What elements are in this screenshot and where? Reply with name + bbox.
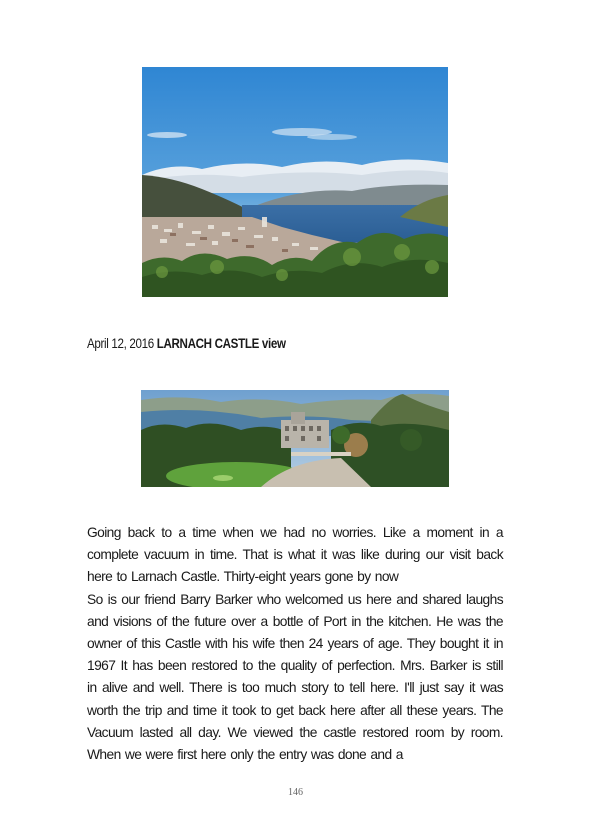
paragraph: So is our friend Barry Barker who welcomed us here and shared laughs and visions of the future over a bottle of Port in the kitchen. He was the owner of this Castle with his wife then 24 years of age. They bought it in 1967 It has been restored to the quality of perfection. Mrs. Barker is still in alive and well. There is too much story to tell here. I'll just say it was worth the trip and time it took to get back here after all these years. The Vacuum lasted all day. We viewed the castle restored room by room. When we were first here only the entry was done and a [87, 591, 503, 763]
caption-date: April 12, 2016 [87, 336, 154, 351]
castle-aerial-photo [141, 390, 449, 487]
photo-caption [87, 336, 448, 351]
paragraph: Going back to a time when we had no worries. Like a moment in a complete vacuum in time. That is what it was like during our visit back here to Larnach Castle. Thirty-eight years gone by now [87, 525, 503, 585]
body-text [87, 522, 503, 766]
page-number: 146 [288, 787, 303, 798]
caption-title: LARNACH CASTLE view [156, 336, 286, 351]
harbour-city-photo [142, 67, 448, 297]
